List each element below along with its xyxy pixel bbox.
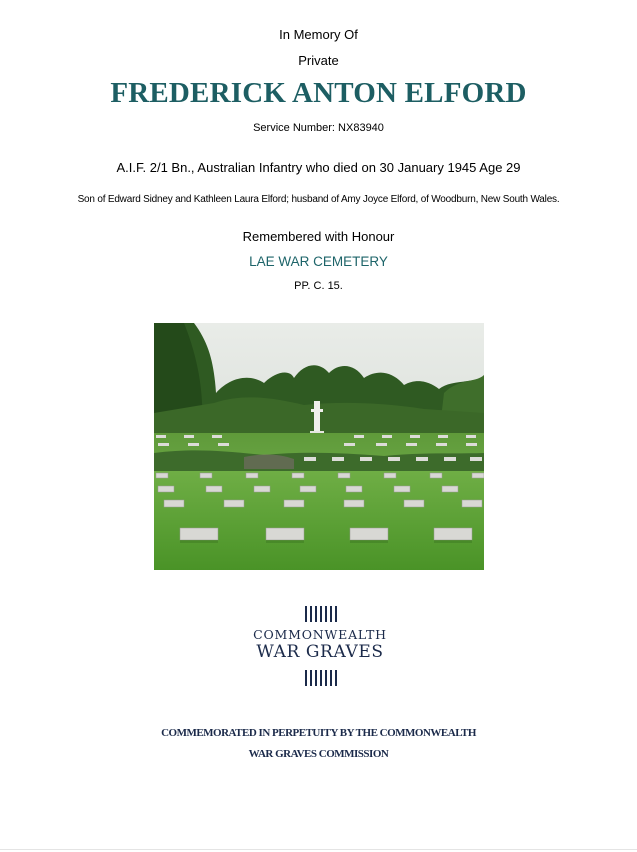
- in-memory-heading: In Memory Of: [279, 27, 358, 42]
- footer-line-1: COMMEMORATED IN PERPETUITY BY THE COMMONWEALTH: [161, 727, 476, 739]
- logo-commonwealth: COMMONWEALTH: [253, 627, 387, 642]
- soldier-name: FREDERICK ANTON ELFORD: [110, 77, 527, 109]
- logo-war-graves: WAR GRAVES: [256, 642, 384, 662]
- unit-and-death-details: A.I.F. 2/1 Bn., Australian Infantry who died on 30 January 1945 Age 29: [116, 160, 521, 175]
- cemetery-name: LAE WAR CEMETERY: [249, 254, 388, 269]
- footer-line-2: WAR GRAVES COMMISSION: [248, 748, 389, 760]
- rank-label: Private: [298, 53, 339, 68]
- grave-reference: PP. C. 15.: [294, 280, 343, 292]
- bottom-divider: [0, 849, 637, 850]
- cwgc-columns-icon: [250, 668, 390, 688]
- family-details: Son of Edward Sidney and Kathleen Laura Elford; husband of Amy Joyce Elford, of Woodburn, New South Wales.: [77, 194, 560, 205]
- remembered-with-honour: Remembered with Honour: [242, 229, 395, 244]
- cemetery-photo: [154, 323, 484, 570]
- cwgc-columns-icon: [250, 604, 390, 624]
- cwgc-logo: [250, 604, 390, 692]
- service-number: Service Number: NX83940: [253, 122, 384, 134]
